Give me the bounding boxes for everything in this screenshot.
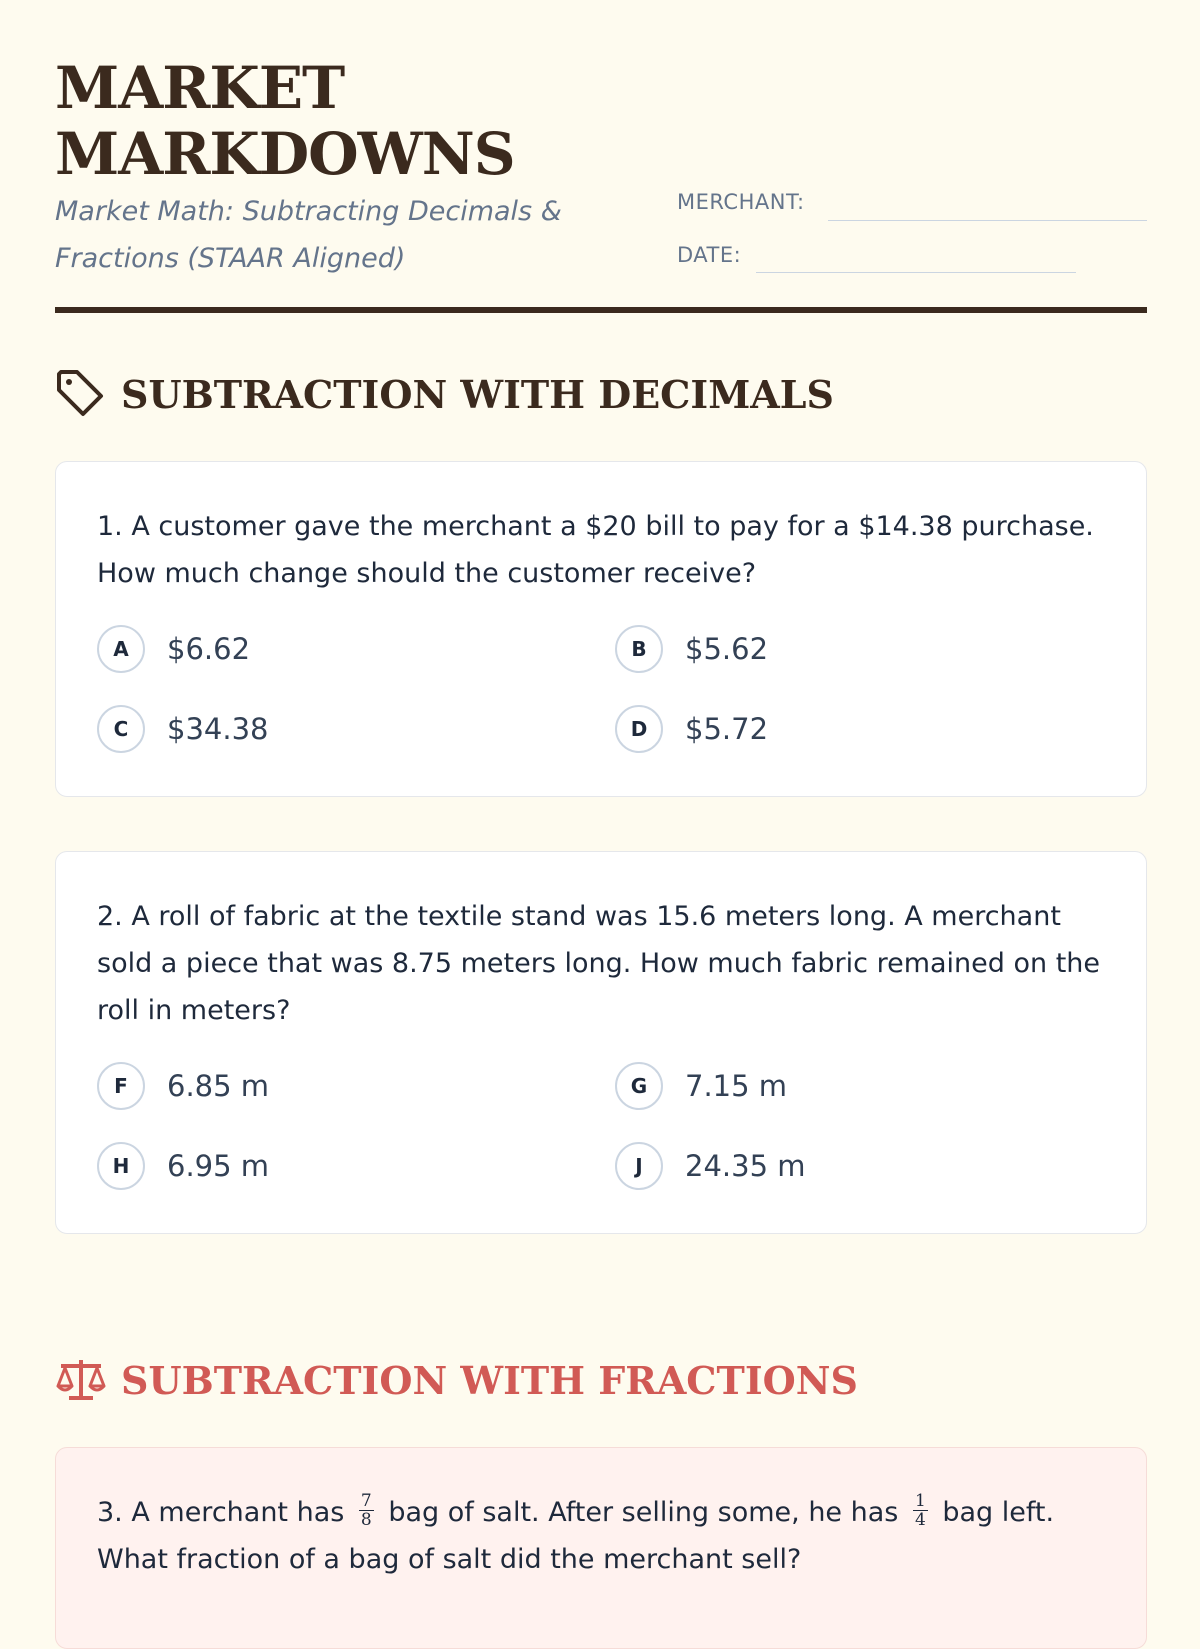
option-text: 7.15 m bbox=[685, 1069, 788, 1103]
date-field[interactable] bbox=[756, 272, 1076, 273]
merchant-label: MERCHANT: bbox=[677, 190, 805, 214]
option-text: $34.38 bbox=[167, 712, 269, 746]
option-letter: H bbox=[97, 1142, 145, 1190]
answer-option-g[interactable] bbox=[615, 1060, 787, 1112]
option-text: 24.35 m bbox=[685, 1149, 806, 1183]
option-text: $5.72 bbox=[685, 712, 769, 746]
page-title bbox=[55, 55, 515, 187]
answer-option-j[interactable] bbox=[615, 1140, 806, 1192]
fraction-numerator: 7 bbox=[360, 1491, 372, 1511]
section-heading-fractions bbox=[55, 1352, 858, 1408]
answer-option-d[interactable] bbox=[615, 703, 768, 755]
fraction-denominator: 8 bbox=[360, 1510, 372, 1530]
fraction-one-quarter bbox=[913, 1492, 928, 1529]
title-line-2: MARKDOWNS bbox=[55, 120, 515, 188]
option-text: 6.85 m bbox=[167, 1069, 270, 1103]
option-letter: B bbox=[615, 625, 663, 673]
price-tag-icon bbox=[55, 368, 107, 420]
question-text: 2. A roll of fabric at the textile stand was 15.6 meters long. A merchant sold a piece that was 8.75 meters long. How much fabric remained on the roll in meters? bbox=[97, 901, 1101, 1026]
date-label: DATE: bbox=[677, 243, 742, 267]
answer-option-c[interactable] bbox=[97, 703, 268, 755]
answer-option-f[interactable] bbox=[97, 1060, 269, 1112]
answer-option-b[interactable] bbox=[615, 623, 768, 675]
option-letter: C bbox=[97, 705, 145, 753]
question-text-part-1: 3. A merchant has bbox=[97, 1497, 345, 1528]
option-letter: D bbox=[615, 705, 663, 753]
balance-scale-icon bbox=[55, 1356, 107, 1404]
question-card-3 bbox=[55, 1447, 1147, 1649]
page-subtitle: Market Math: Subtracting Decimals & Fractions (STAAR Aligned) bbox=[55, 196, 562, 274]
section-heading-text: SUBTRACTION WITH DECIMALS bbox=[121, 371, 834, 417]
option-letter: J bbox=[615, 1142, 663, 1190]
header-divider bbox=[55, 307, 1147, 313]
answer-option-h[interactable] bbox=[97, 1140, 269, 1192]
section-heading-decimals bbox=[55, 366, 834, 422]
merchant-field[interactable] bbox=[828, 220, 1147, 221]
question-text-part-3: bag left. What fraction of a bag of salt did the merchant sell? bbox=[97, 1497, 1055, 1575]
section-heading-text: SUBTRACTION WITH FRACTIONS bbox=[121, 1357, 858, 1403]
answer-option-a[interactable] bbox=[97, 623, 250, 675]
option-text: 6.95 m bbox=[167, 1149, 270, 1183]
option-letter: A bbox=[97, 625, 145, 673]
option-letter: G bbox=[615, 1062, 663, 1110]
question-text bbox=[97, 1489, 1107, 1583]
question-card-1 bbox=[55, 461, 1147, 797]
fraction-numerator: 1 bbox=[914, 1491, 926, 1511]
question-card-2 bbox=[55, 851, 1147, 1234]
question-text-part-2: bag of salt. After selling some, he has bbox=[388, 1497, 899, 1528]
option-text: $6.62 bbox=[167, 632, 251, 666]
question-text: 1. A customer gave the merchant a $20 bill to pay for a $14.38 purchase. How much change should the customer receive? bbox=[97, 511, 1094, 589]
fraction-denominator: 4 bbox=[914, 1510, 926, 1530]
fraction-seven-eighths bbox=[359, 1492, 374, 1529]
title-line-1: MARKET bbox=[55, 54, 345, 122]
option-text: $5.62 bbox=[685, 632, 769, 666]
option-letter: F bbox=[97, 1062, 145, 1110]
